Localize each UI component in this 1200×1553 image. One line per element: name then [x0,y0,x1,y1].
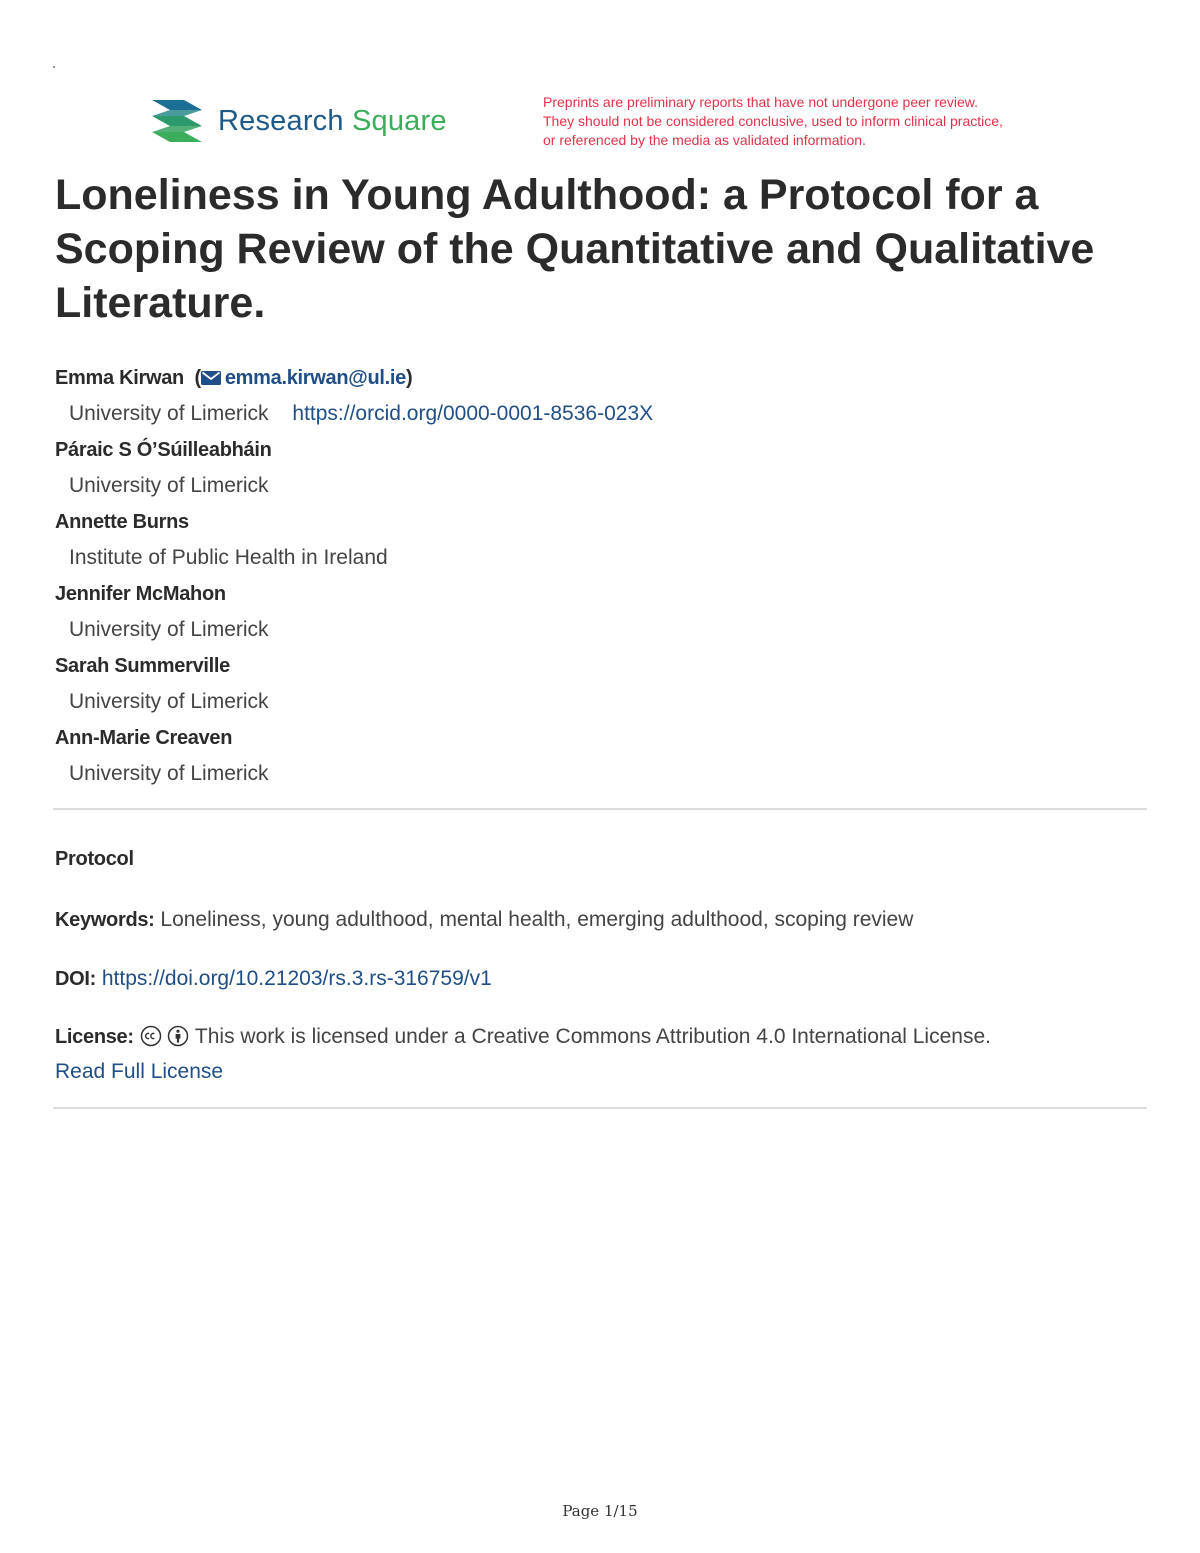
paper-title: Loneliness in Young Adulthood: a Protocol for a Scoping Review of the Quantitative and Qualitative Literature. [55,171,1095,327]
paren-open: ( [189,367,201,389]
keywords-label: Keywords: [55,909,155,931]
article-type-label: Protocol [55,848,134,870]
page-corner-mark [53,66,55,68]
read-full-license-link[interactable]: Read Full License [55,1060,224,1083]
cc-icon [140,1025,162,1047]
author-affiliation: Institute of Public Health in Ireland [69,546,388,569]
author-name: Ann-Marie Creaven [55,727,233,749]
license-text: This work is licensed under a Creative Commons Attribution 4.0 International License. [194,1025,991,1048]
author-name: Jennifer McMahon [55,583,226,605]
author-name-line [55,360,1155,396]
doi-line [55,967,492,991]
author-name: Páraic S Ó’Súilleabháin [55,439,272,461]
notice-line: Preprints are preliminary reports that have not undergone peer review. [543,94,979,110]
author-entry [55,648,1155,720]
author-entry [55,576,1155,648]
logo-word-square: Square [351,104,447,137]
envelope-icon [201,371,221,385]
paren-close: ) [406,367,413,389]
author-email: emma.kirwan@ul.ie [224,367,406,389]
logo-wordmark [218,105,447,138]
section-divider [53,1107,1147,1109]
research-square-logo[interactable] [148,98,447,144]
logo-word-research: Research [218,104,344,137]
author-entry [55,504,1155,576]
notice-line: or referenced by the media as validated information. [543,132,866,148]
keywords-value: Loneliness, young adulthood, mental health, emerging adulthood, scoping review [160,908,914,931]
attribution-icon [167,1025,189,1047]
license-line [55,1025,991,1049]
research-square-logo-icon [148,98,206,144]
author-name: Sarah Summerville [55,655,230,677]
page-number: Page 1/15 [562,1502,638,1520]
author-entry [55,360,1155,432]
author-affiliation: University of Limerick [69,690,269,713]
author-affiliation: University of Limerick [69,618,269,641]
author-affiliation-line [55,396,1155,432]
orcid-link[interactable]: https://orcid.org/0000-0001-8536-023X [292,402,654,425]
author-list [55,360,1155,792]
author-affiliation: University of Limerick [69,402,269,425]
author-email-link[interactable] [201,367,406,389]
author-affiliation: University of Limerick [69,474,269,497]
preprint-notice [543,93,1103,150]
section-divider [53,808,1147,810]
doi-label: DOI: [55,968,97,990]
notice-line: They should not be considered conclusive, used to inform clinical practice, [543,113,1003,129]
doi-link[interactable]: https://doi.org/10.21203/rs.3.rs-316759/v1 [101,967,492,990]
keywords-line [55,908,913,932]
author-name: Annette Burns [55,511,189,533]
author-entry [55,432,1155,504]
author-name: Emma Kirwan [55,367,184,389]
author-affiliation: University of Limerick [69,762,269,785]
license-label: License: [55,1026,134,1048]
author-entry [55,720,1155,792]
